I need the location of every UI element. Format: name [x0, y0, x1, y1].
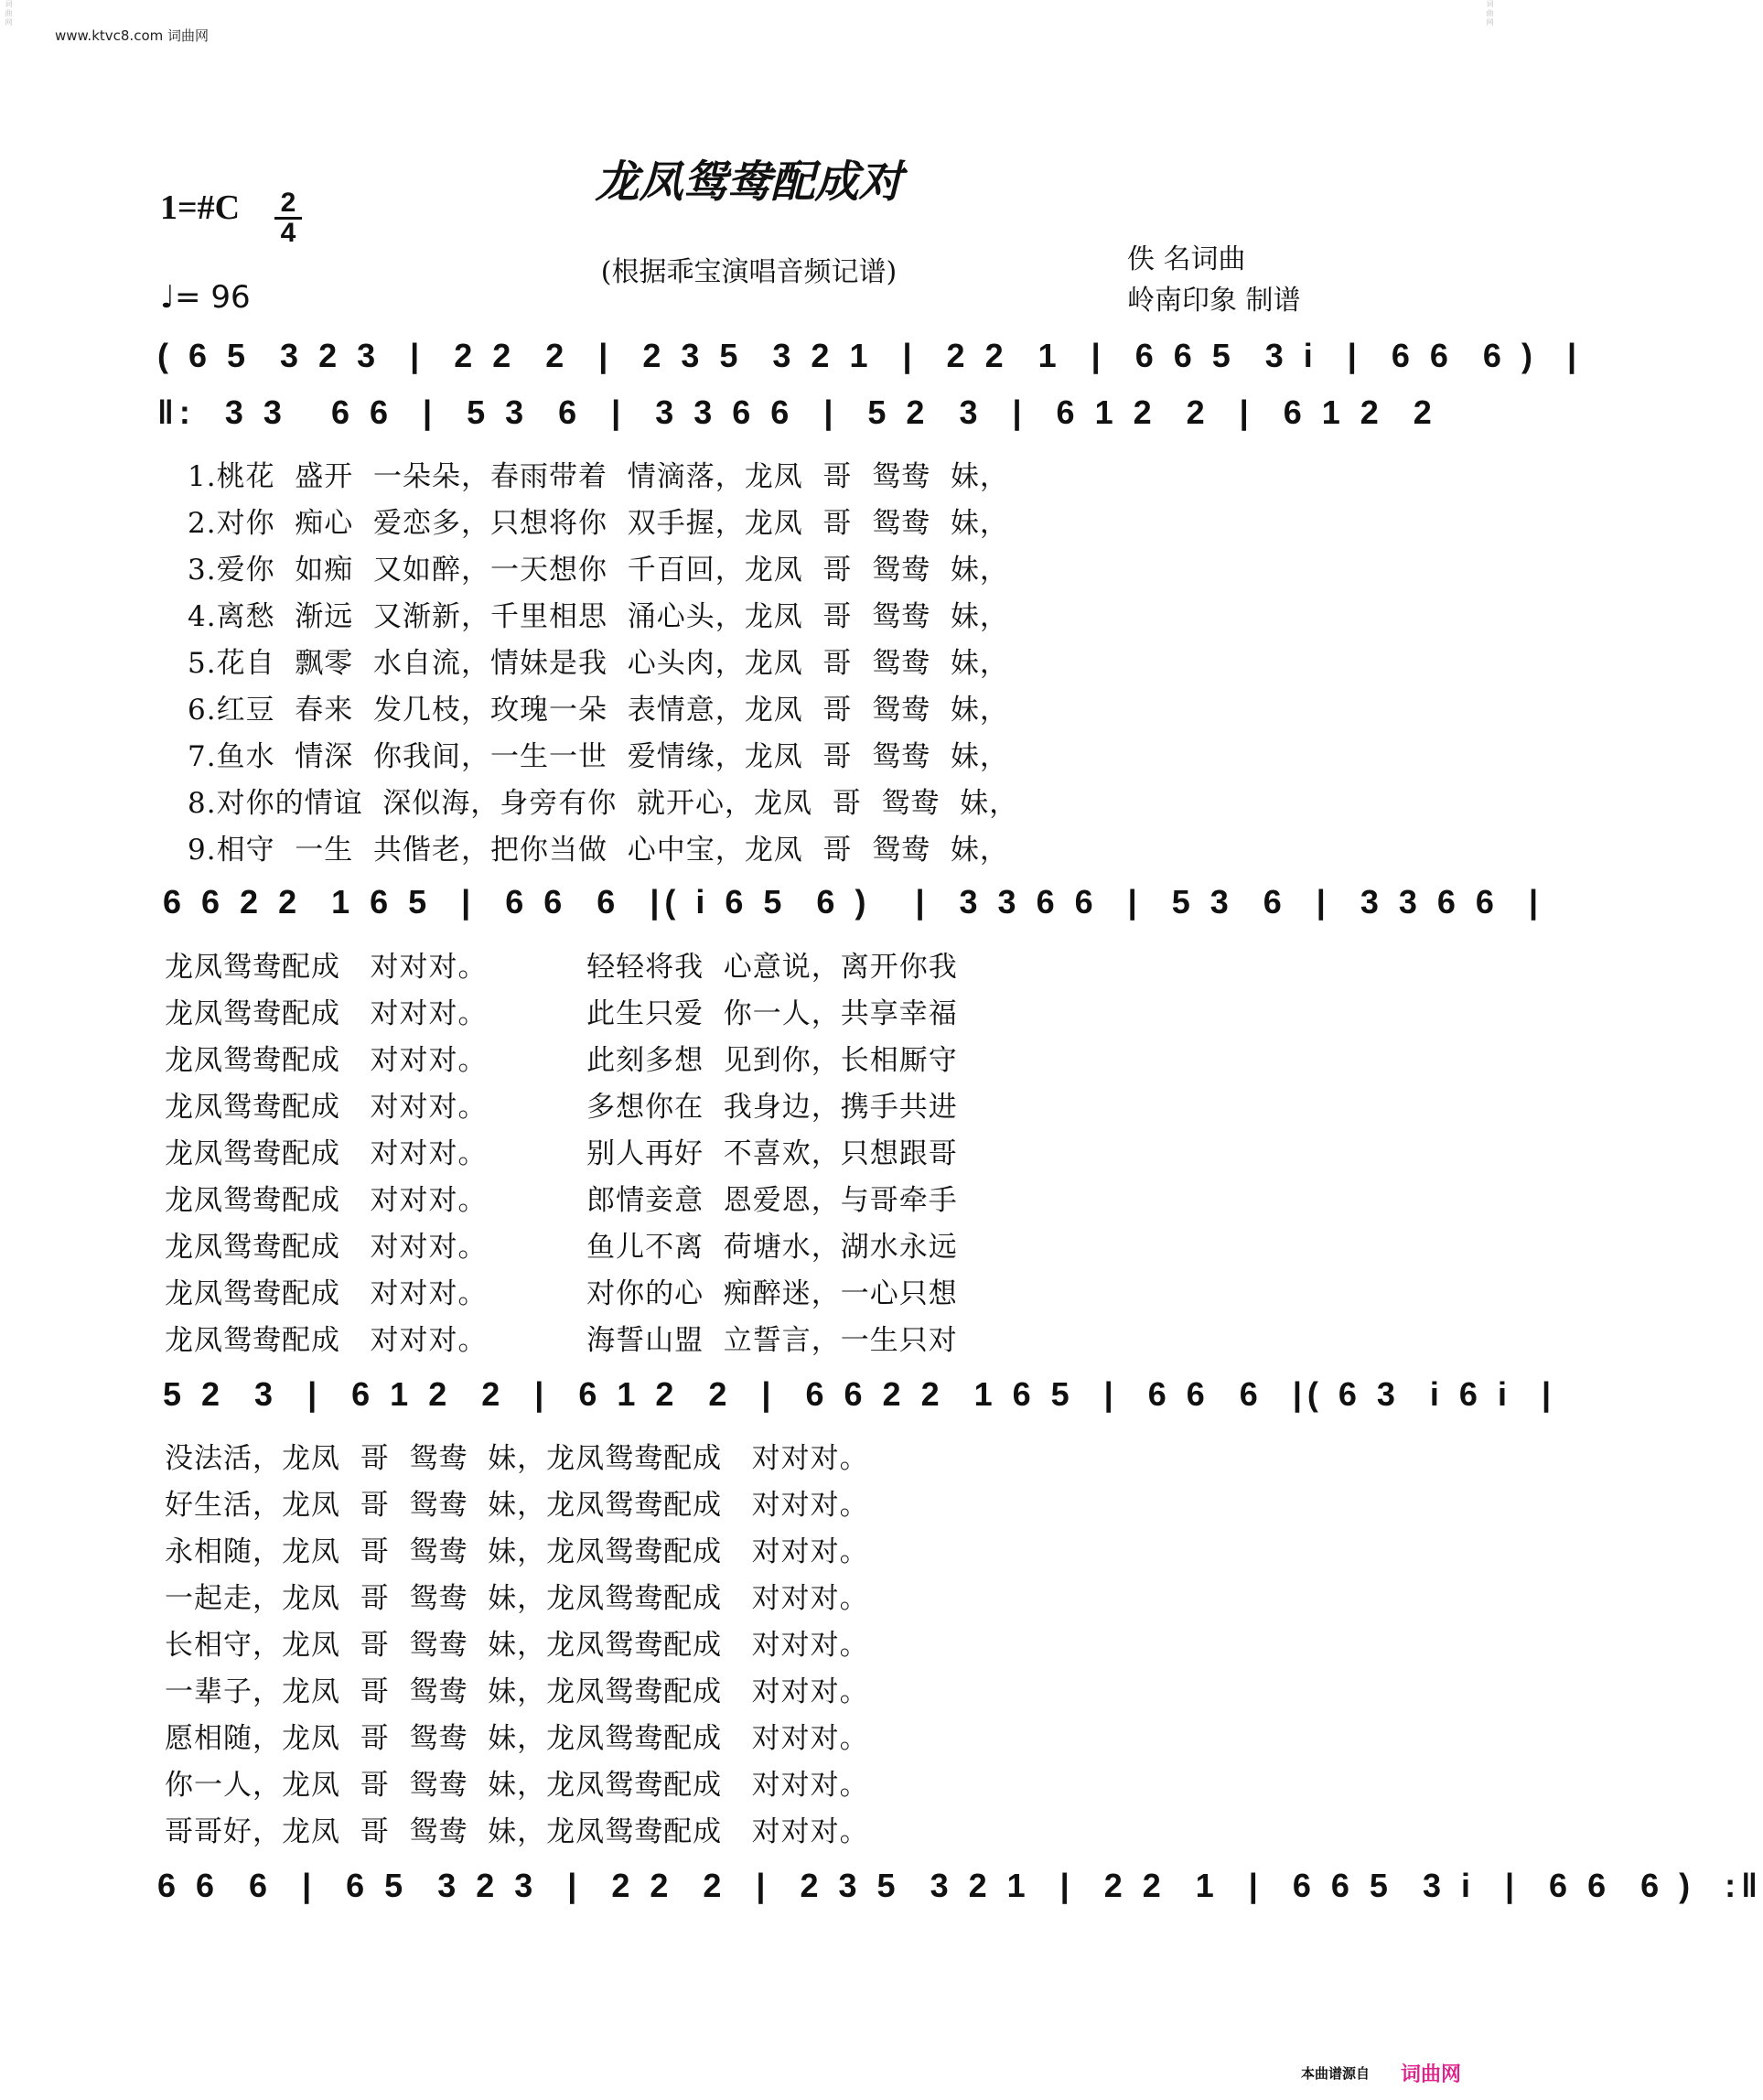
tempo-marking: ♩= 96: [160, 279, 251, 316]
lyric-line: 没法活，龙凤 哥 鸳鸯 妹，龙凤鸳鸯配成 对对对。: [165, 1442, 869, 1475]
key-signature: 1=#C: [160, 188, 241, 227]
lyric-line: 好生活，龙凤 哥 鸳鸯 妹，龙凤鸳鸯配成 对对对。: [165, 1489, 869, 1522]
time-signature-bottom: 4: [280, 218, 296, 248]
notation-row-4: 5 2 3 | 6 1 2 2 | 6 1 2 2 | 6 6 2 2 1 6 5 | 6 6 6 |( 6 3 i 6 i |: [163, 1375, 1557, 1413]
notation-row-3: 6 6 2 2 1 6 5 | 6 6 6 |( i 6 5 6 ) | 3 3 6 6 | 5 3 6 | 3 3 6 6 |: [163, 883, 1544, 921]
side-watermark-right: 词曲网: [1486, 0, 1494, 27]
lyric-line: 4.离愁 渐远 又渐新，千里相思 涌心头，龙凤 哥 鸳鸯 妹，: [188, 600, 1009, 633]
lyric-line: 龙凤鸳鸯配成 对对对。 轻轻将我 心意说，离开你我: [165, 951, 958, 984]
lyric-line: 8.对你的情谊 深似海，身旁有你 就开心，龙凤 哥 鸳鸯 妹，: [188, 787, 1019, 820]
source-url: www.ktvc8.com 词曲网: [55, 27, 210, 44]
lyric-line: 长相守，龙凤 哥 鸳鸯 妹，龙凤鸳鸯配成 对对对。: [165, 1629, 869, 1662]
lyric-line: 龙凤鸳鸯配成 对对对。 此刻多想 见到你，长相厮守: [165, 1044, 958, 1077]
lyric-line: 哥哥好，龙凤 哥 鸳鸯 妹，龙凤鸳鸯配成 对对对。: [165, 1815, 869, 1848]
credit-lyricist-composer: 佚 名词曲: [1127, 243, 1246, 275]
lyric-line: 3.爱你 如痴 又如醉，一天想你 千百回，龙凤 哥 鸳鸯 妹，: [188, 554, 1009, 587]
time-signature: [274, 190, 302, 246]
footer-source-label: 本曲谱源自: [1300, 2065, 1370, 2082]
lyric-line: 1.桃花 盛开 一朵朵，春雨带着 情滴落，龙凤 哥 鸳鸯 妹，: [188, 460, 1009, 493]
credit-transcriber: 岭南印象 制谱: [1127, 285, 1301, 317]
lyric-line: 龙凤鸳鸯配成 对对对。 别人再好 不喜欢，只想跟哥: [165, 1137, 958, 1170]
lyric-line: 龙凤鸳鸯配成 对对对。 海誓山盟 立誓言，一生只对: [165, 1324, 958, 1357]
lyric-line: 龙凤鸳鸯配成 对对对。 郎情妾意 恩爱恩，与哥牵手: [165, 1184, 958, 1217]
lyric-line: 永相随，龙凤 哥 鸳鸯 妹，龙凤鸳鸯配成 对对对。: [165, 1535, 869, 1568]
lyric-line: 一起走，龙凤 哥 鸳鸯 妹，龙凤鸳鸯配成 对对对。: [165, 1582, 869, 1615]
song-title: 龙凤鸳鸯配成对: [595, 156, 903, 208]
lyric-line: 7.鱼水 情深 你我间，一生一世 爱情缘，龙凤 哥 鸳鸯 妹，: [188, 740, 1009, 773]
side-watermark-left: 词曲网: [5, 0, 13, 27]
lyric-line: 龙凤鸳鸯配成 对对对。 此生只爱 你一人，共享幸福: [165, 997, 958, 1030]
time-signature-top: 2: [280, 188, 296, 218]
lyric-line: 2.对你 痴心 爱恋多，只想将你 双手握，龙凤 哥 鸳鸯 妹，: [188, 507, 1009, 540]
lyric-line: 你一人，龙凤 哥 鸳鸯 妹，龙凤鸳鸯配成 对对对。: [165, 1769, 869, 1802]
lyric-line: 龙凤鸳鸯配成 对对对。 对你的心 痴醉迷，一心只想: [165, 1277, 958, 1310]
lyric-line: 龙凤鸳鸯配成 对对对。 多想你在 我身边，携手共进: [165, 1091, 958, 1124]
notation-row-5: 6 6 6 | 6 5 3 2 3 | 2 2 2 | 2 3 5 3 2 1 | 2 2 1 | 6 6 5 3 i | 6 6 6 ) :‖: [157, 1867, 1763, 1904]
lyric-line: 龙凤鸳鸯配成 对对对。 鱼儿不离 荷塘水，湖水永远: [165, 1231, 958, 1264]
lyric-line: 愿相随，龙凤 哥 鸳鸯 妹，龙凤鸳鸯配成 对对对。: [165, 1722, 869, 1755]
notation-row-1: ( 6 5 3 2 3 | 2 2 2 | 2 3 5 3 2 1 | 2 2 1 | 6 6 5 3 i | 6 6 6 ) |: [157, 337, 1583, 374]
lyric-line: 9.相守 一生 共偕老，把你当做 心中宝，龙凤 哥 鸳鸯 妹，: [188, 834, 1009, 867]
footer-site-logo: 词曲网: [1400, 2063, 1461, 2086]
notation-row-2: ‖: 3 3 6 6 | 5 3 6 | 3 3 6 6 | 5 2 3 | 6 1 2 2 | 6 1 2 2: [157, 393, 1437, 431]
lyric-line: 6.红豆 春来 发几枝，玫瑰一朵 表情意，龙凤 哥 鸳鸯 妹，: [188, 694, 1009, 727]
lyric-line: 5.花自 飘零 水自流，情妹是我 心头肉，龙凤 哥 鸳鸯 妹，: [188, 647, 1009, 680]
lyric-line: 一辈子，龙凤 哥 鸳鸯 妹，龙凤鸳鸯配成 对对对。: [165, 1675, 869, 1708]
subtitle: (根据乖宝演唱音频记谱): [600, 256, 898, 288]
